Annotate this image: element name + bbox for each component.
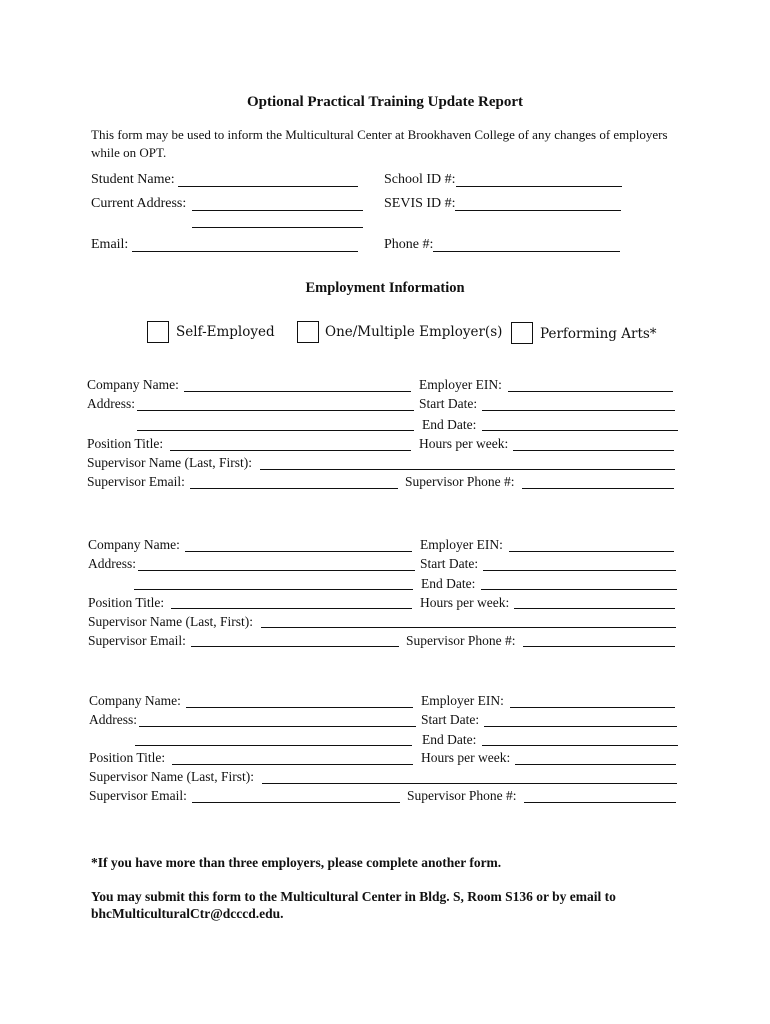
self-employed-label: Self-Employed	[176, 324, 275, 340]
supervisor-email-label: Supervisor Email:	[89, 788, 187, 803]
company-name-field[interactable]	[186, 707, 413, 708]
supervisor-name-label: Supervisor Name (Last, First):	[87, 455, 252, 470]
company-name-field[interactable]	[185, 551, 412, 552]
end-date-field[interactable]	[481, 589, 677, 590]
employment-heading: Employment Information	[305, 280, 465, 296]
hours-per-week-field[interactable]	[515, 764, 676, 765]
position-title-label: Position Title:	[89, 750, 166, 765]
footnote: *If you have more than three employers, please complete another form.	[91, 855, 502, 870]
start-date-label: Start Date:	[419, 396, 478, 411]
hours-per-week-label: Hours per week:	[421, 750, 511, 765]
school-id-field[interactable]	[456, 186, 622, 187]
hours-per-week-label: Hours per week:	[419, 436, 509, 451]
address-field[interactable]	[137, 410, 414, 411]
supervisor-email-field[interactable]	[191, 646, 399, 647]
current-address-label: Current Address:	[91, 196, 187, 211]
performing-arts-label: Performing Arts*	[540, 326, 657, 342]
email-label: Email:	[91, 237, 129, 252]
performing-arts-checkbox[interactable]	[511, 322, 533, 344]
student-name-field[interactable]	[178, 186, 358, 187]
address-field-line2[interactable]	[135, 745, 412, 746]
school-id-label: School ID #:	[384, 172, 456, 187]
submit-instructions: You may submit this form to the Multicultural Center in Bldg. S, Room S136 or by email to	[91, 889, 616, 904]
start-date-field[interactable]	[483, 570, 676, 571]
employer-ein-label: Employer EIN:	[421, 693, 504, 708]
supervisor-email-label: Supervisor Email:	[88, 633, 186, 648]
current-address-field-line2[interactable]	[192, 227, 363, 228]
position-title-field[interactable]	[172, 764, 413, 765]
supervisor-phone-field[interactable]	[522, 488, 674, 489]
sevis-id-field[interactable]	[455, 210, 621, 211]
supervisor-name-field[interactable]	[260, 469, 675, 470]
supervisor-email-field[interactable]	[192, 802, 400, 803]
start-date-field[interactable]	[484, 726, 677, 727]
position-title-label: Position Title:	[87, 436, 164, 451]
form-title: Optional Practical Training Update Report	[246, 94, 524, 110]
start-date-label: Start Date:	[421, 712, 480, 727]
company-name-label: Company Name:	[88, 537, 180, 552]
phone-field[interactable]	[433, 251, 620, 252]
supervisor-phone-field[interactable]	[523, 646, 675, 647]
start-date-field[interactable]	[482, 410, 675, 411]
employer-checkbox[interactable]	[297, 321, 319, 343]
email-field[interactable]	[132, 251, 358, 252]
supervisor-phone-label: Supervisor Phone #:	[407, 788, 517, 803]
employer-ein-field[interactable]	[508, 391, 673, 392]
employer-ein-field[interactable]	[509, 551, 674, 552]
address-label: Address:	[89, 712, 137, 727]
end-date-field[interactable]	[482, 430, 678, 431]
supervisor-phone-field[interactable]	[524, 802, 676, 803]
start-date-label: Start Date:	[420, 556, 479, 571]
company-name-label: Company Name:	[89, 693, 181, 708]
address-label: Address:	[87, 396, 135, 411]
end-date-field[interactable]	[482, 745, 678, 746]
hours-per-week-label: Hours per week:	[420, 595, 510, 610]
submit-email: bhcMulticulturalCtr@dcccd.edu.	[91, 906, 284, 921]
position-title-field[interactable]	[170, 450, 411, 451]
company-name-label: Company Name:	[87, 377, 179, 392]
supervisor-name-label: Supervisor Name (Last, First):	[88, 614, 253, 629]
end-date-label: End Date:	[422, 417, 477, 432]
supervisor-name-label: Supervisor Name (Last, First):	[89, 769, 254, 784]
supervisor-email-label: Supervisor Email:	[87, 474, 185, 489]
self-employed-checkbox[interactable]	[147, 321, 169, 343]
hours-per-week-field[interactable]	[514, 608, 675, 609]
supervisor-email-field[interactable]	[190, 488, 398, 489]
employer-ein-label: Employer EIN:	[419, 377, 502, 392]
supervisor-phone-label: Supervisor Phone #:	[406, 633, 516, 648]
current-address-field[interactable]	[192, 210, 363, 211]
employer-label: One/Multiple Employer(s)	[325, 324, 503, 340]
supervisor-name-field[interactable]	[261, 627, 676, 628]
company-name-field[interactable]	[184, 391, 411, 392]
employer-ein-field[interactable]	[510, 707, 675, 708]
employer-ein-label: Employer EIN:	[420, 537, 503, 552]
end-date-label: End Date:	[422, 732, 477, 747]
sevis-id-label: SEVIS ID #:	[384, 196, 456, 211]
address-field[interactable]	[139, 726, 416, 727]
address-field[interactable]	[138, 570, 415, 571]
form-intro: This form may be used to inform the Multicultural Center at Brookhaven College of any changes of employers while on OPT.	[91, 127, 668, 160]
phone-label: Phone #:	[384, 237, 434, 252]
address-label: Address:	[88, 556, 136, 571]
address-field-line2[interactable]	[134, 589, 413, 590]
hours-per-week-field[interactable]	[513, 450, 674, 451]
address-field-line2[interactable]	[137, 430, 414, 431]
supervisor-phone-label: Supervisor Phone #:	[405, 474, 515, 489]
position-title-field[interactable]	[171, 608, 412, 609]
student-name-label: Student Name:	[91, 172, 175, 187]
position-title-label: Position Title:	[88, 595, 165, 610]
supervisor-name-field[interactable]	[262, 783, 677, 784]
end-date-label: End Date:	[421, 576, 476, 591]
